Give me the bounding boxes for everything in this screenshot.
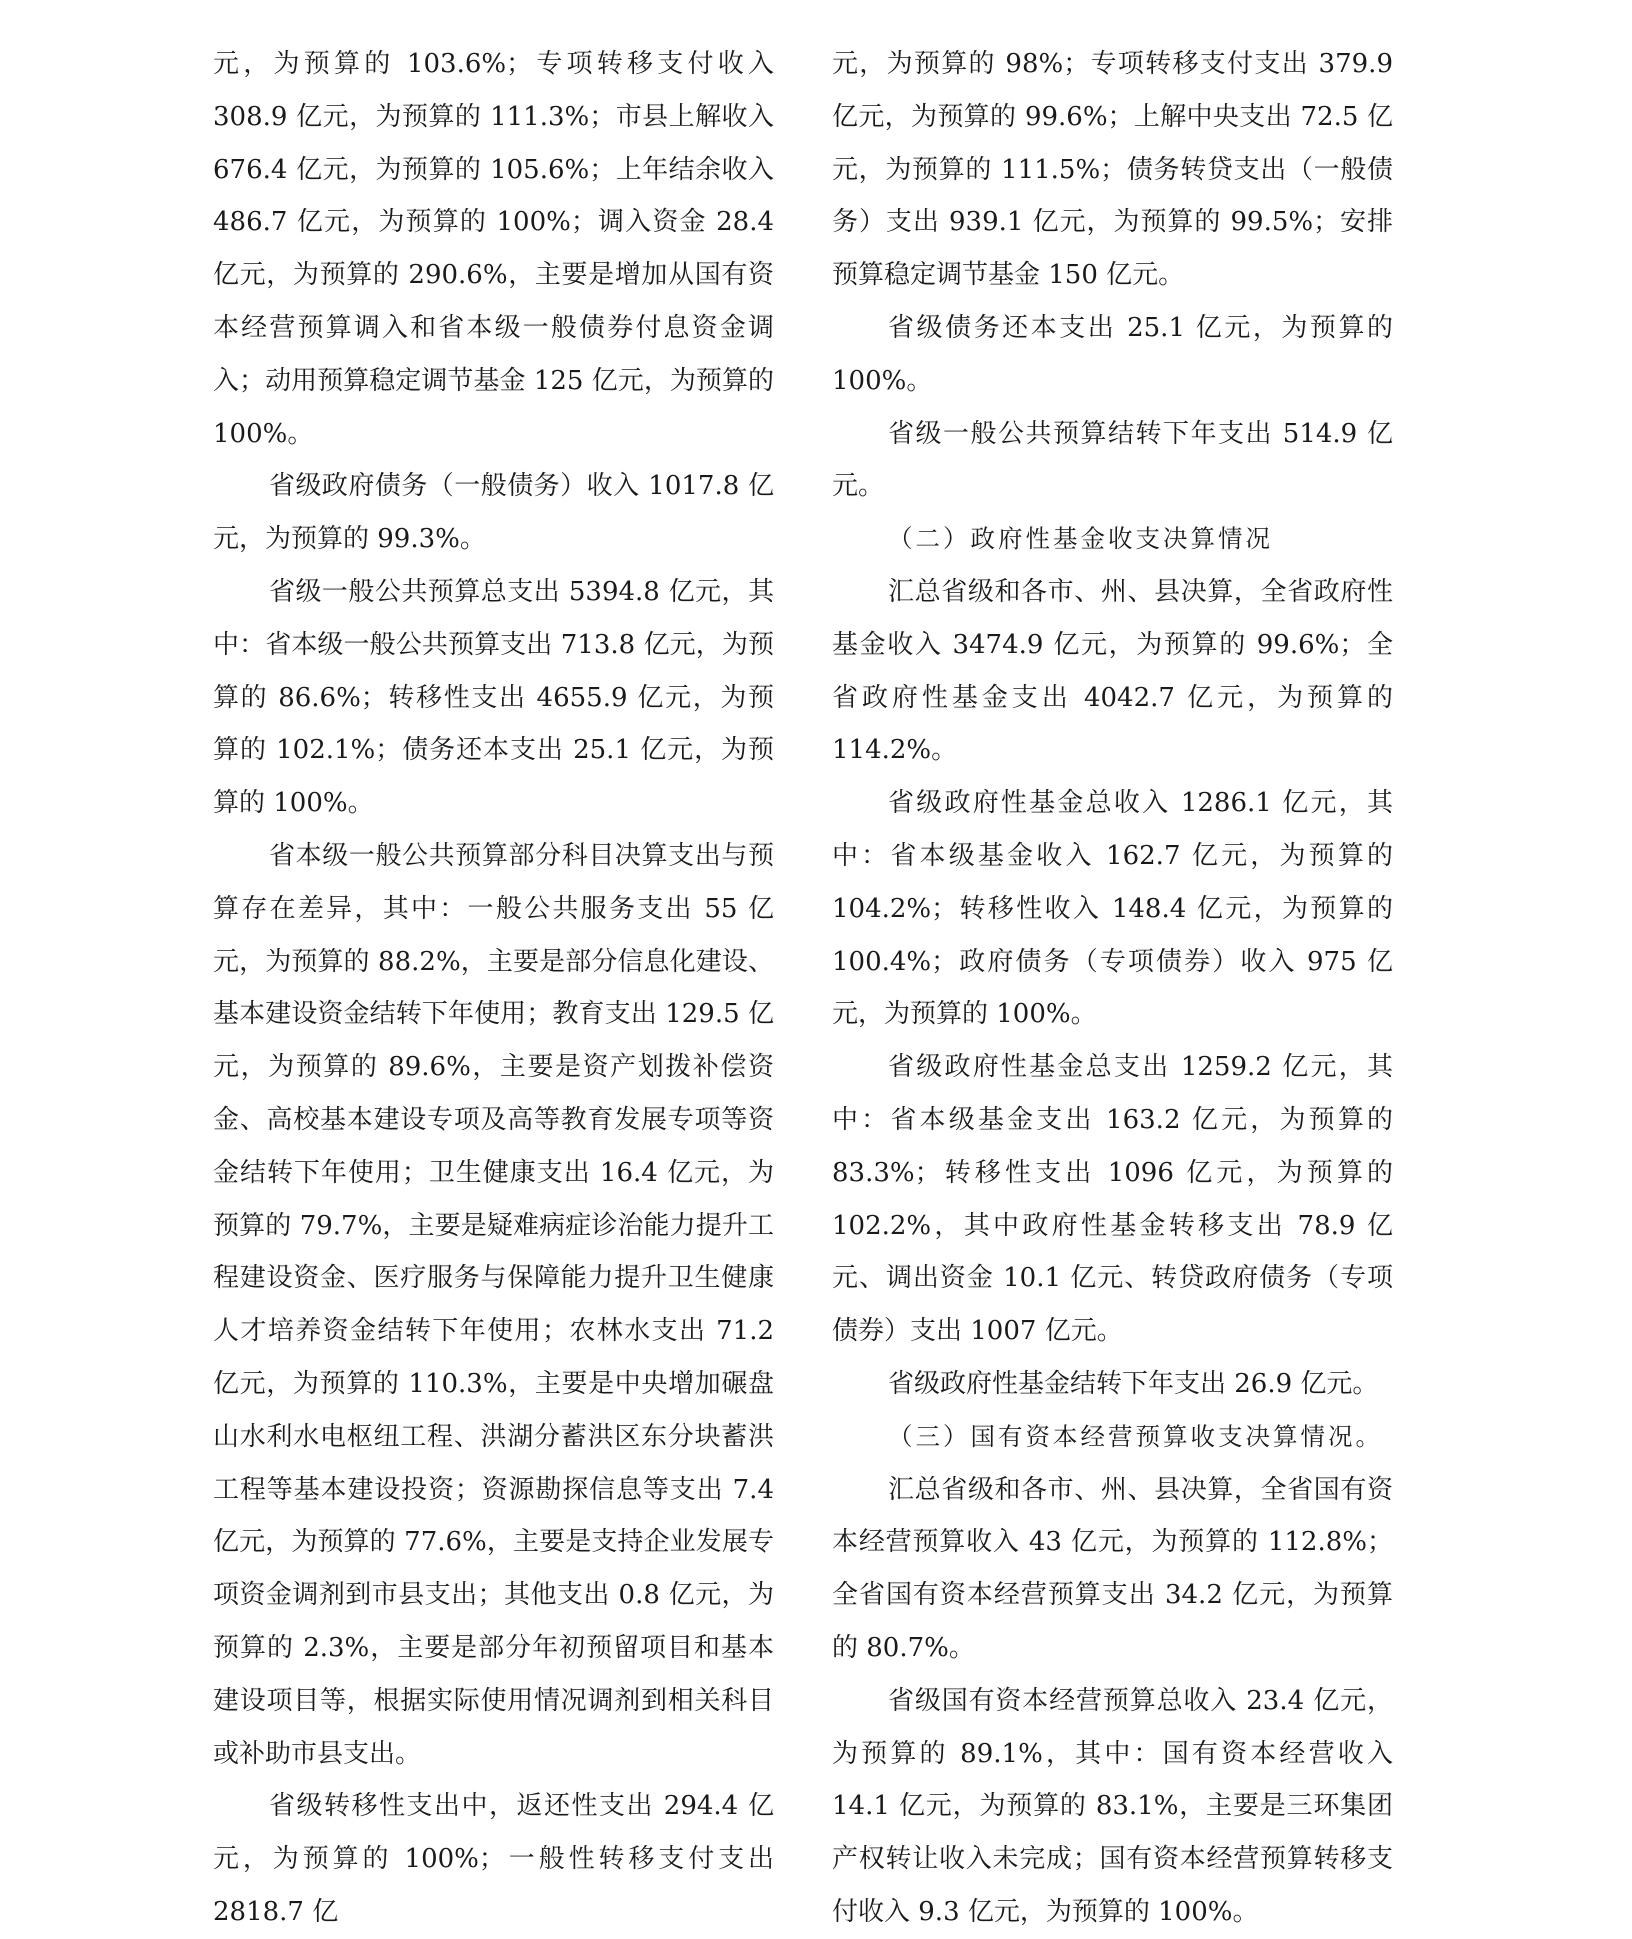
paragraph: 省级债务还本支出 25.1 亿元，为预算的 100%。	[832, 312, 1393, 396]
paragraph: 省级政府性基金结转下年支出 26.9 亿元。	[888, 1368, 1379, 1399]
paragraph: 省本级一般公共预算部分科目决算支出与预算存在差异，其中：一般公共服务支出 55 亿元，为预算的 88.2%，主要是部分信息化建设、基本建设资金结转下年使用；教育支出 129.5 亿元，为预算的 89.6%，主要是资产划拨补偿资金、高校基本建设专项及高等教育发展专项等资金结转下年使用；卫生健康支出 16.4 亿元，为预算的 79.7%，主要是疑难病症诊治能力提升工程建设资金、医疗服务与保障能力提升卫生健康人才培养资金结转下年使用；农林水支出 71.2 亿元，为预算的 110.3%，主要是中央增加碾盘山水利水电枢纽工程、洪湖分蓄洪区东分块蓄洪工程等基本建设投资；资源勘探信息等支出 7.4 亿元，为预算的 77.6%，主要是支持企业发展专项资金调剂到市县支出；其他支出 0.8 亿元，为预算的 2.3%，主要是部分年初预留项目和基本建设项目等，根据实际使用情况调剂到相关科目或补助市县支出。	[213, 840, 774, 1769]
left-column	[213, 38, 774, 1939]
right-column	[832, 38, 1393, 1939]
paragraph: 省级政府性基金总支出 1259.2 亿元，其中：省本级基金支出 163.2 亿元，为预算的 83.3%；转移性支出 1096 亿元，为预算的 102.2%，其中政府性基金转移支出 78.9 亿元、调出资金 10.1 亿元、转贷政府债务（专项债券）支出 1007 亿元。	[832, 1052, 1393, 1347]
paragraph: 省级政府债务（一般债务）收入 1017.8 亿元，为预算的 99.3%。	[213, 471, 774, 555]
paragraph: 省级政府性基金总收入 1286.1 亿元，其中：省本级基金收入 162.7 亿元，为预算的 104.2%；转移性收入 148.4 亿元，为预算的 100.4%；政府债务（专项债券）收入 975 亿元，为预算的 100%。	[832, 788, 1393, 1030]
paragraph: 元，为预算的 98%；专项转移支付支出 379.9 亿元，为预算的 99.6%；上解中央支出 72.5 亿元，为预算的 111.5%；债务转贷支出（一般债务）支出 939.1 亿元，为预算的 99.5%；安排预算稳定调节基金 150 亿元。	[832, 49, 1393, 291]
paragraph: 省级国有资本经营预算总收入 23.4 亿元，为预算的 89.1%，其中：国有资本经营收入 14.1 亿元，为预算的 83.1%，主要是三环集团产权转让收入未完成；国有资本经营预算转移支付收入 9.3 亿元，为预算的 100%。	[832, 1685, 1393, 1927]
paragraph: 省级转移性支出中，返还性支出 294.4 亿元，为预算的 100%；一般性转移支付支出 2818.7 亿	[213, 1791, 774, 1927]
section-heading: （三）国有资本经营预算收支决算情况。	[888, 1421, 1383, 1451]
paragraph: 元，为预算的 103.6%；专项转移支付收入 308.9 亿元，为预算的 111.3%；市县上解收入 676.4 亿元，为预算的 105.6%；上年结余收入 486.7 亿元，为预算的 100%；调入资金 28.4 亿元，为预算的 290.6%，主要是增加从国有资本经营预算调入和省本级一般债券付息资金调入；动用预算稳定调节基金 125 亿元，为预算的 100%。	[213, 49, 774, 449]
paragraph: 汇总省级和各市、州、县决算，全省国有资本经营预算收入 43 亿元，为预算的 112.8%；全省国有资本经营预算支出 34.2 亿元，为预算的 80.7%。	[832, 1474, 1393, 1663]
paragraph: 省级一般公共预算总支出 5394.8 亿元，其中：省本级一般公共预算支出 713.8 亿元，为预算的 86.6%；转移性支出 4655.9 亿元，为预算的 102.1%；债务还本支出 25.1 亿元，为预算的 100%。	[213, 576, 774, 819]
paragraph: 汇总省级和各市、州、县决算，全省政府性基金收入 3474.9 亿元，为预算的 99.6%；全省政府性基金支出 4042.7 亿元，为预算的 114.2%。	[832, 576, 1393, 766]
paragraph: 省级一般公共预算结转下年支出 514.9 亿元。	[832, 418, 1393, 502]
section-heading: （二）政府性基金收支决算情况	[888, 524, 1273, 554]
